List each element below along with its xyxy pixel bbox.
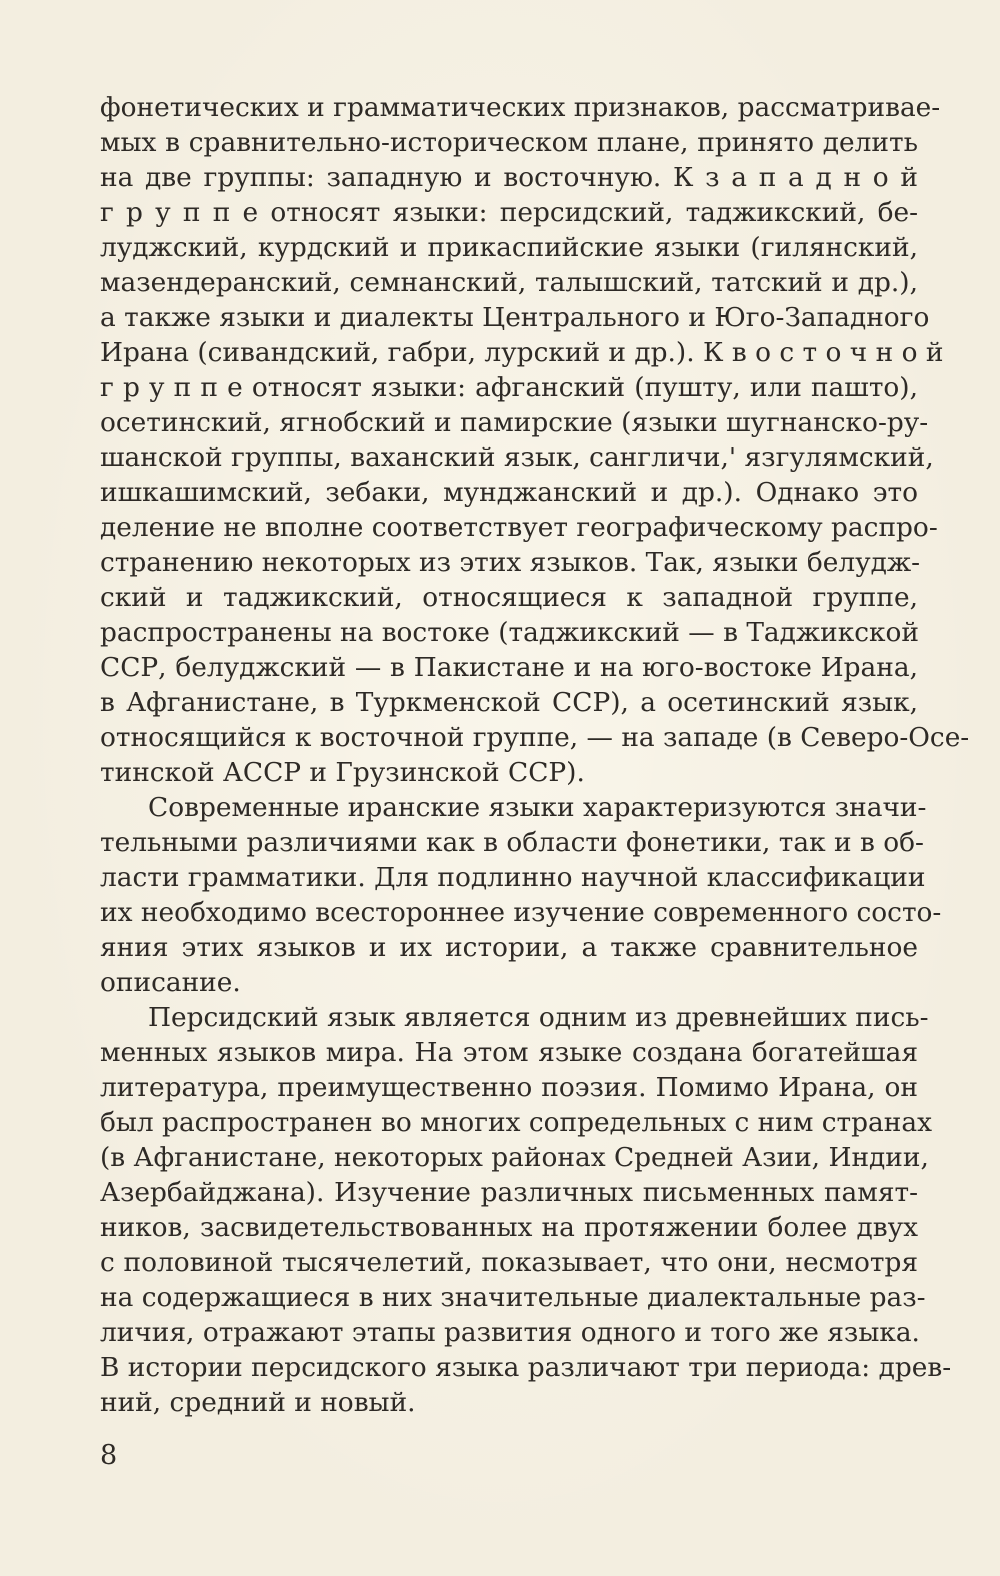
- text-line: был распространен во многих сопредельных с ним странах: [100, 1107, 932, 1138]
- text-line: Современные иранские языки характеризуются значи-: [148, 792, 927, 823]
- paragraph-3: [100, 1000, 952, 1420]
- body-text: [100, 90, 970, 1420]
- text-line: ников, засвидетельствованных на протяжении более двух: [100, 1212, 918, 1243]
- text-line: Азербайджана). Изучение различных письменных памят-: [100, 1177, 918, 1208]
- text-line: г р у п п е относят языки: афганский (пушту, или пашто),: [100, 372, 918, 403]
- text-line: литература, преимущественно поэзия. Помимо Ирана, он: [100, 1072, 918, 1103]
- text-line: (в Афганистане, некоторых районах Средней Азии, Индии,: [100, 1142, 929, 1173]
- text-line: ССР, белуджский — в Пакистане и на юго-востоке Ирана,: [100, 652, 918, 683]
- text-line: ний, средний и новый.: [100, 1387, 416, 1418]
- text-line: ишкашимский, зебаки, мунджанский и др.). Однако это: [100, 477, 918, 508]
- text-line: распространены на востоке (таджикский — в Таджикской: [100, 617, 920, 648]
- text-line: странению некоторых из этих языков. Так, языки белудж-: [100, 547, 921, 578]
- text-line: ласти грамматики. Для подлинно научной классификации: [100, 862, 926, 893]
- text-line: их необходимо всестороннее изучение современного состо-: [100, 897, 942, 928]
- text-line: тельными различиями как в области фонетики, так и в об-: [100, 827, 924, 858]
- text-line: Персидский язык является одним из древнейших пись-: [148, 1002, 929, 1033]
- text-line: описание.: [100, 967, 241, 998]
- text-line: Ирана (сивандский, габри, лурский и др.). К в о с т о ч н о й: [100, 337, 944, 368]
- text-line: на две группы: западную и восточную. К з а п а д н о й: [100, 162, 918, 193]
- text-line: мых в сравнительно-историческом плане, принято делить: [100, 127, 918, 158]
- text-line: с половиной тысячелетий, показывает, что они, несмотря: [100, 1247, 918, 1278]
- text-line: в Афганистане, в Туркменской ССР), а осетинский язык,: [100, 687, 918, 718]
- text-line: деление не вполне соответствует географическому распро-: [100, 512, 938, 543]
- text-line: г р у п п е относят языки: персидский, таджикский, бе-: [100, 197, 918, 228]
- text-line: яния этих языков и их истории, а также сравнительное: [100, 932, 918, 963]
- text-line: луджский, курдский и прикаспийские языки (гилянский,: [100, 232, 918, 263]
- text-line: шанской группы, ваханский язык, сангличи,' язгулямский,: [100, 442, 934, 473]
- text-line: тинской АССР и Грузинской ССР).: [100, 757, 585, 788]
- paragraph-1: [100, 90, 970, 790]
- text-line: фонетических и грамматических признаков, рассматривае-: [100, 92, 941, 123]
- text-line: а также языки и диалекты Центрального и Юго-Западного: [100, 302, 930, 333]
- text-line: осетинский, ягнобский и памирские (языки шугнанско-ру-: [100, 407, 929, 438]
- paragraph-2: [100, 790, 942, 1000]
- text-line: мазендеранский, семнанский, талышский, татский и др.),: [100, 267, 918, 298]
- text-line: менных языков мира. На этом языке создана богатейшая: [100, 1037, 918, 1068]
- page-number: 8: [100, 1440, 118, 1471]
- text-line: личия, отражают этапы развития одного и того же языка.: [100, 1317, 920, 1348]
- text-line: на содержащиеся в них значительные диалектальные раз-: [100, 1282, 926, 1313]
- text-line: В истории персидского языка различают три периода: древ-: [100, 1352, 952, 1383]
- text-line: относящийся к восточной группе, — на западе (в Северо-Осе-: [100, 722, 970, 753]
- text-line: ский и таджикский, относящиеся к западной группе,: [100, 582, 918, 613]
